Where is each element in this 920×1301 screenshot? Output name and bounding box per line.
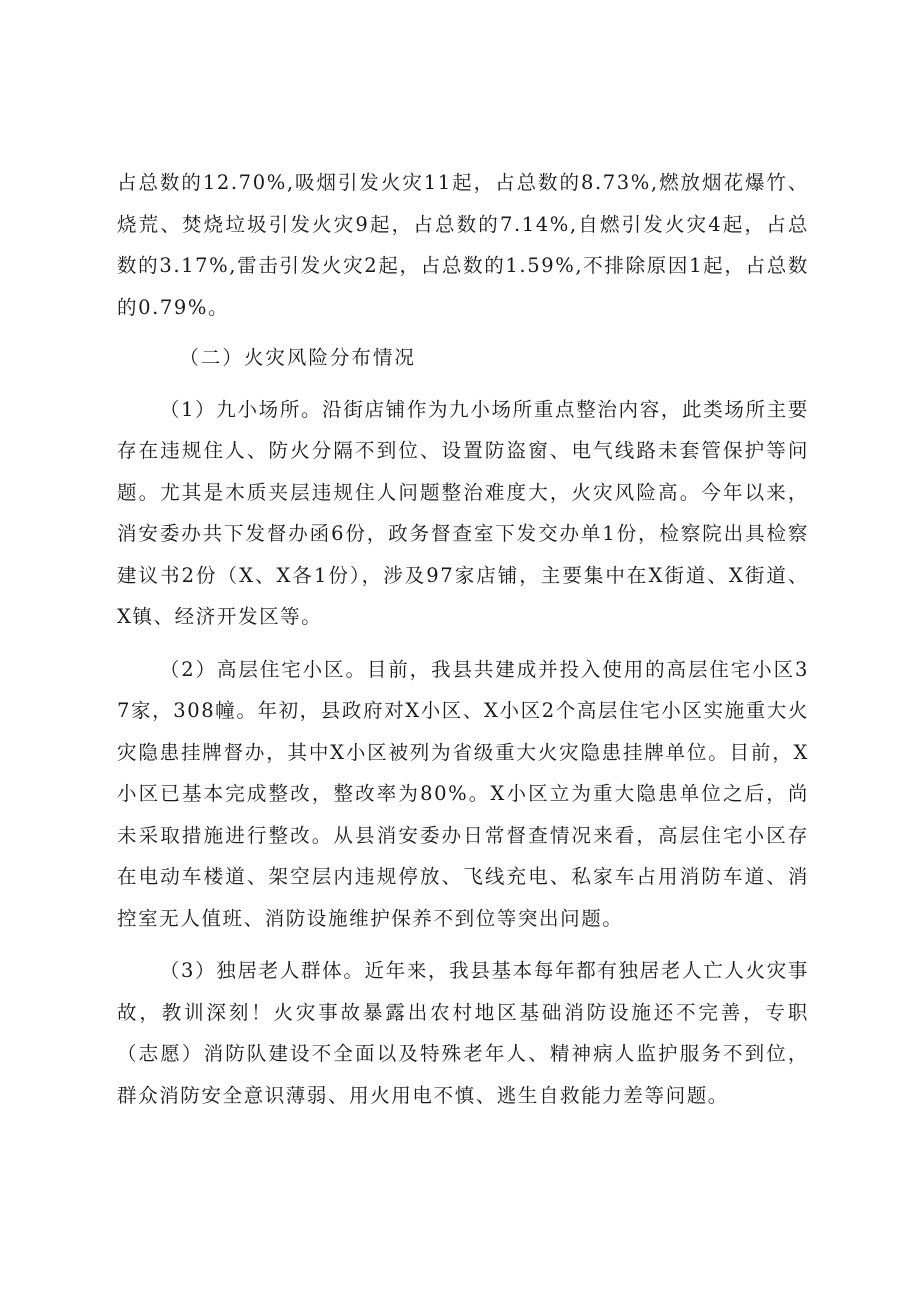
paragraph-high-rise-residential: （2）高层住宅小区。目前，我县共建成并投入使用的高层住宅小区37家，308幢。年初，县政府对X小区、X小区2个高层住宅小区实施重大火灾隐患挂牌督办，其中X小区被列为省级重大火灾隐患挂牌单位。目前，X小区已基本完成整改，整改率为80%。X小区立为重大隐患单位之后，尚未采取措施进行整改。从县消安委办日常督查情况来看，高层住宅小区存在电动车楼道、架空层内违规停放、飞线充电、私家车占用消防车道、消控室无人值班、消防设施维护保养不到位等突出问题。 — [117, 657, 809, 930]
document-body — [117, 162, 809, 1116]
section-heading-fire-risk-distribution: （二）火灾风险分布情况 — [179, 346, 416, 369]
paragraph-nine-small-venues: （1）九小场所。沿街店铺作为九小场所重点整治内容，此类场所主要存在违规住人、防火分隔不到位、设置防盗窗、电气线路未套管保护等问题。尤其是木质夹层违规住人问题整治难度大，火灾风险高。今年以来，消安委办共下发督办函6份，政务督查室下发交办单1份，检察院出具检察建议书2份（X、X各1份），涉及97家店铺，主要集中在X街道、X街道、X镇、经济开发区等。 — [117, 397, 809, 628]
paragraph-fire-cause-statistics: 占总数的12.70%,吸烟引发火灾11起，占总数的8.73%,燃放烟花爆竹、烧荒、焚烧垃圾引发火灾9起，占总数的7.14%,自燃引发火灾4起，占总数的3.17%,雷击引发火灾2起，占总数的1.59%,不排除原因1起，占总数的0.79%。 — [117, 171, 809, 319]
paragraph-elderly-living-alone: （3）独居老人群体。近年来，我县基本每年都有独居老人亡人火灾事故，教训深刻！火灾事故暴露出农村地区基础消防设施还不完善，专职（志愿）消防队建设不全面以及特殊老年人、精神病人监护服务不到位，群众消防安全意识薄弱、用火用电不慎、逃生自救能力差等问题。 — [117, 959, 809, 1107]
